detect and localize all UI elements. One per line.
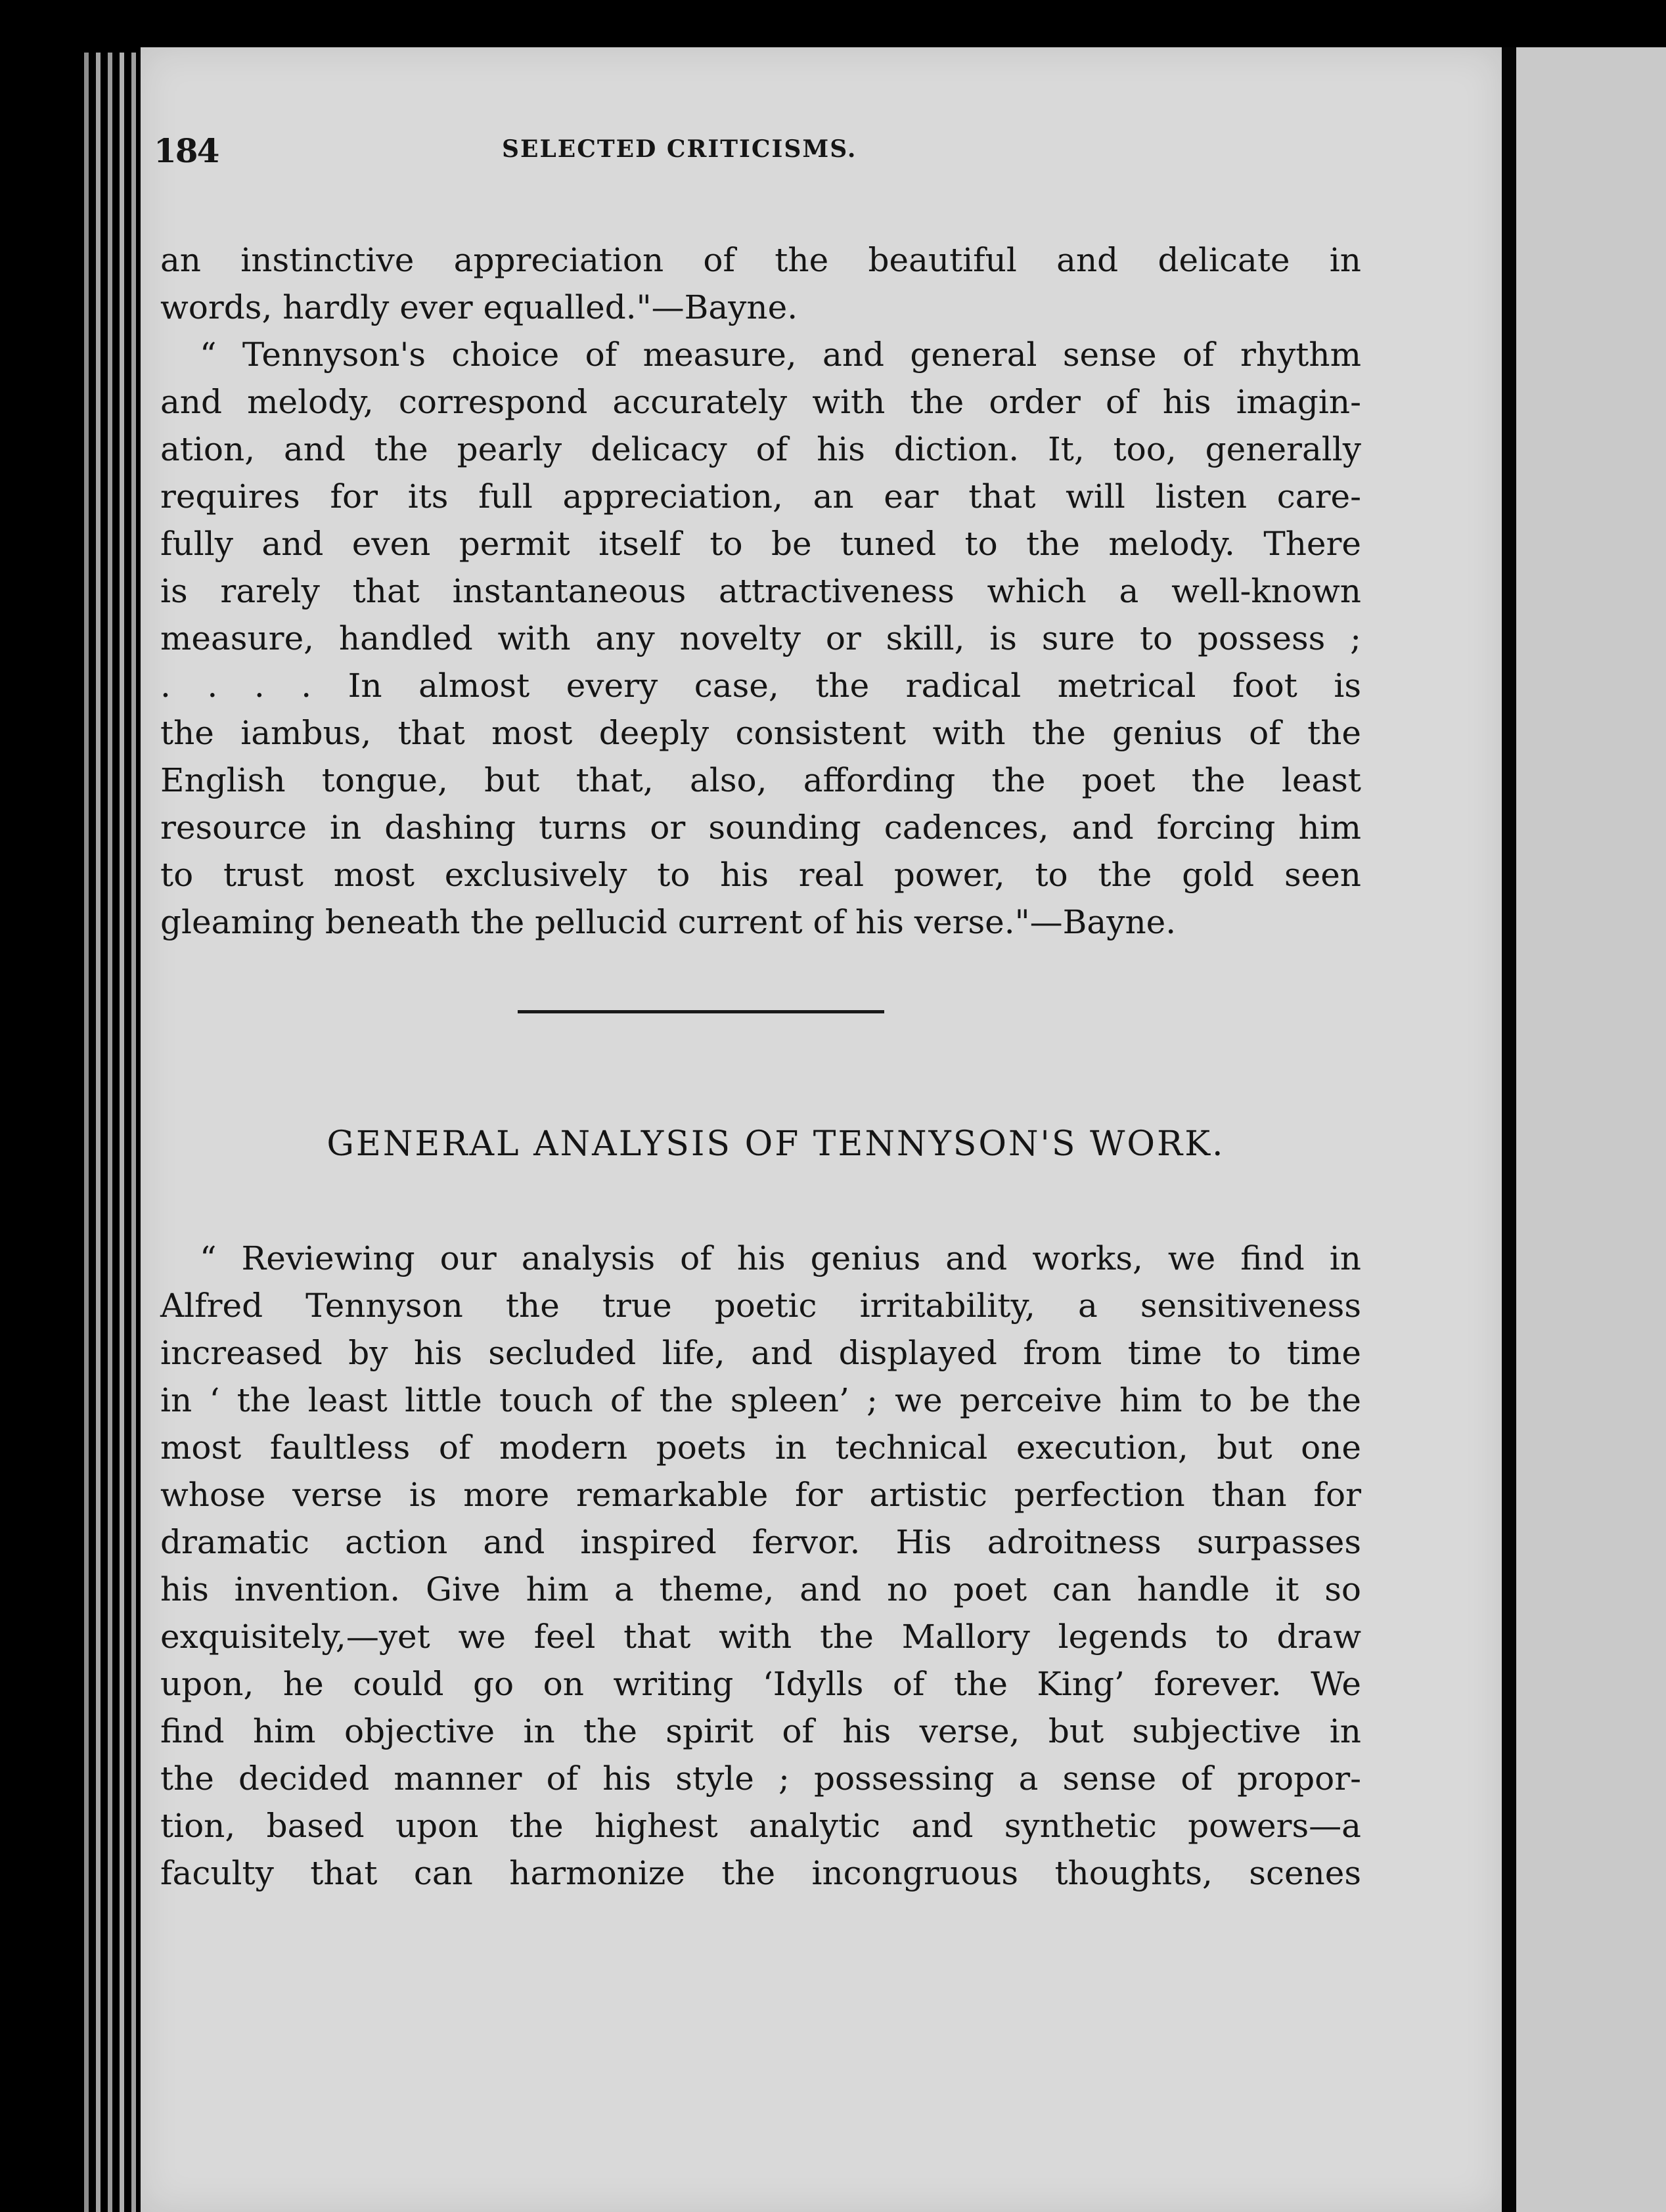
- text-line: “ Tennyson's choice of measure, and general sense of rhythm: [200, 336, 1361, 374]
- text-line: faculty that can harmonize the incongruous thoughts, scenes: [160, 1854, 1361, 1892]
- text-line: . . . . In almost every case, the radical metrical foot is: [160, 667, 1361, 705]
- text-line: upon, he could go on writing ‘Idylls of the King’ forever. We: [160, 1665, 1361, 1703]
- text-line: resource in dashing turns or sounding cadences, and forcing him: [160, 808, 1361, 847]
- text-line: to trust most exclusively to his real power, to the gold seen: [160, 856, 1361, 894]
- text-line: gleaming beneath the pellucid current of his verse."—Bayne.: [160, 903, 1177, 941]
- passage-one: [160, 236, 1361, 946]
- text-line: the iambus, that most deeply consistent with the genius of the: [160, 714, 1361, 752]
- text-line: ation, and the pearly delicacy of his diction. It, too, generally: [160, 430, 1361, 468]
- text-line: “ Reviewing our analysis of his genius and works, we find in: [200, 1239, 1361, 1277]
- text-line: dramatic action and inspired fervor. His adroitness surpasses: [160, 1523, 1361, 1561]
- page-number: 184: [154, 131, 219, 170]
- section-title: GENERAL ANALYSIS OF TENNYSON'S WORK.: [326, 1124, 1225, 1164]
- text-line: most faultless of modern poets in technical execution, but one: [160, 1428, 1361, 1467]
- text-line: and melody, correspond accurately with the order of his imagin-: [160, 383, 1361, 421]
- text-line: his invention. Give him a theme, and no poet can handle it so: [160, 1570, 1361, 1608]
- text-line: the decided manner of his style ; possessing a sense of propor-: [160, 1759, 1361, 1798]
- book-gutter: [1502, 47, 1516, 2212]
- page-header: [0, 131, 1666, 171]
- text-line: find him objective in the spirit of his verse, but subjective in: [160, 1712, 1361, 1750]
- text-line: tion, based upon the highest analytic and synthetic powers—a: [160, 1807, 1361, 1845]
- running-head: SELECTED CRITICISMS.: [502, 135, 857, 163]
- text-line: Alfred Tennyson the true poetic irritability, a sensitiveness: [160, 1287, 1361, 1325]
- text-line: measure, handled with any novelty or skill, is sure to possess ;: [160, 619, 1361, 657]
- text-line: words, hardly ever equalled."—Bayne.: [160, 288, 798, 326]
- text-line: is rarely that instantaneous attractiveness which a well-known: [160, 572, 1361, 610]
- text-line: increased by his secluded life, and displayed from time to time: [160, 1334, 1361, 1372]
- page-stack-edge: [108, 53, 112, 2212]
- text-line: exquisitely,—yet we feel that with the Mallory legends to draw: [160, 1618, 1361, 1656]
- text-line: English tongue, but that, also, affording the poet the least: [160, 761, 1361, 799]
- text-line: whose verse is more remarkable for artistic perfection than for: [160, 1476, 1361, 1514]
- page-stack-edge: [96, 53, 101, 2212]
- page-stack-edge: [84, 53, 89, 2212]
- page-stack-edge: [131, 53, 136, 2212]
- text-line: fully and even permit itself to be tuned to the melody. There: [160, 525, 1361, 563]
- text-line: an instinctive appreciation of the beautiful and delicate in: [160, 241, 1361, 279]
- page-stack-edge: [120, 53, 124, 2212]
- passage-two: [160, 1235, 1361, 1897]
- text-line: requires for its full appreciation, an ear that will listen care-: [160, 477, 1361, 516]
- facing-page-edge: [1516, 47, 1666, 2212]
- section-divider: [518, 1010, 884, 1013]
- text-line: in ‘ the least little touch of the spleen’ ; we perceive him to be the: [160, 1381, 1361, 1419]
